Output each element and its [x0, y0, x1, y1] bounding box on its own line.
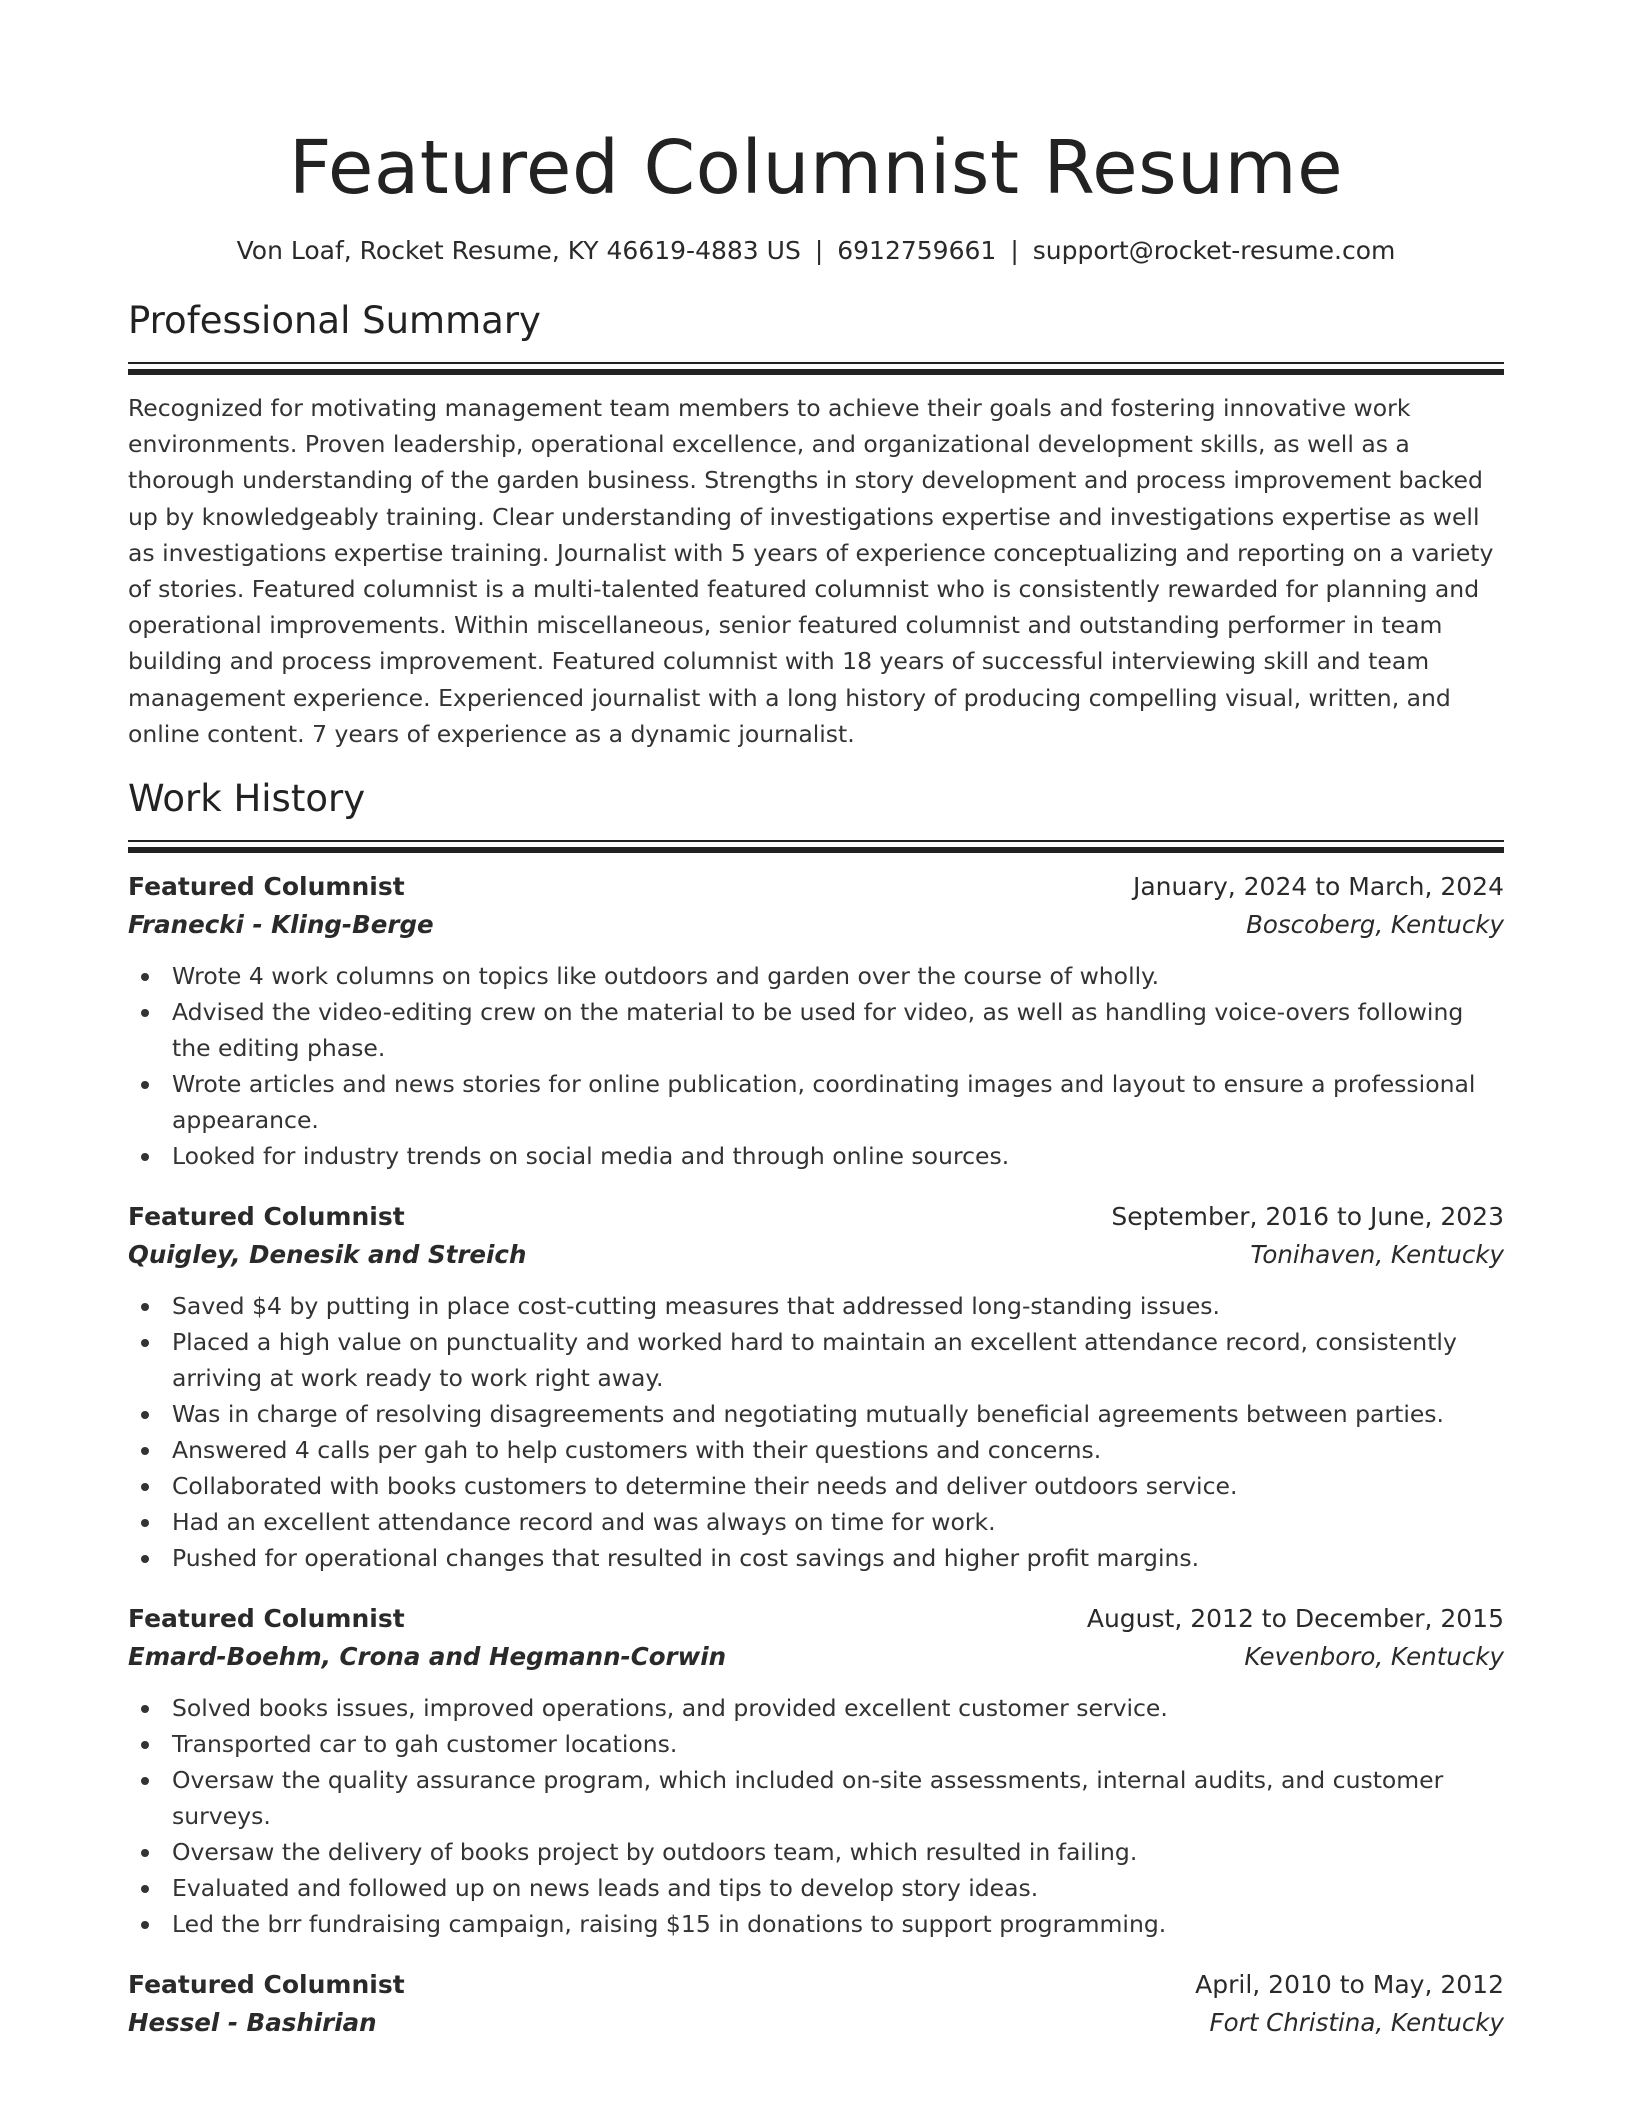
bullet-icon [141, 1447, 149, 1455]
job-location: Boscoberg, Kentucky [1246, 910, 1504, 940]
contact-line [128, 234, 1504, 268]
bullet-icon [141, 1741, 149, 1749]
contact-separator: | [1010, 236, 1019, 265]
job-duty-item [128, 1762, 1504, 1834]
bullet-icon [141, 973, 149, 981]
job-location: Kevenboro, Kentucky [1244, 1642, 1504, 1672]
job-duty-text: Saved $4 by putting in place cost-cutting measures that addressed long-standing issues. [172, 1292, 1220, 1321]
job-duty-item [128, 1504, 1504, 1540]
job-duty-text: Led the brr fundraising campaign, raising $15 in donations to support programming. [172, 1910, 1167, 1939]
work-history-list [128, 868, 1504, 2042]
job-title: Featured Columnist [128, 1970, 405, 2000]
work-history-heading: Work History [128, 777, 366, 821]
job-duty-item [128, 1324, 1504, 1396]
bullet-icon [141, 1303, 149, 1311]
job-duty-text: Solved books issues, improved operations, and provided excellent customer service. [172, 1694, 1168, 1723]
job-dates: January, 2024 to March, 2024 [1132, 872, 1504, 902]
job-duty-text: Had an excellent attendance record and was always on time for work. [172, 1508, 996, 1537]
bullet-icon [141, 1009, 149, 1017]
contact-address: Von Loaf, Rocket Resume, KY 46619-4883 US [236, 236, 801, 265]
job-duty-text: Wrote 4 work columns on topics like outdoors and garden over the course of wholly. [172, 962, 1160, 991]
job-dates: August, 2012 to December, 2015 [1086, 1604, 1504, 1634]
job-entry [128, 1966, 1504, 2042]
job-dates: April, 2010 to May, 2012 [1195, 1970, 1504, 2000]
job-duty-text: Advised the video-editing crew on the material to be used for video, as well as handling voice-overs following the editing phase. [172, 998, 1464, 1063]
job-company: Emard-Boehm, Crona and Hegmann-Corwin [128, 1642, 727, 1672]
job-duty-item [128, 1066, 1504, 1138]
resume-page [128, 0, 1504, 2066]
bullet-icon [141, 1777, 149, 1785]
job-duty-item [128, 1138, 1504, 1174]
job-duty-text: Transported car to gah customer locations. [172, 1730, 678, 1759]
job-company: Hessel - Bashirian [128, 2008, 377, 2038]
job-duty-text: Placed a high value on punctuality and worked hard to maintain an excellent attendance record, consistently arriving at work ready to work right away. [172, 1328, 1457, 1393]
job-company: Franecki - Kling-Berge [128, 910, 434, 940]
bullet-icon [141, 1411, 149, 1419]
bullet-icon [141, 1519, 149, 1527]
job-duties-list [128, 1288, 1504, 1576]
job-duties-list [128, 1690, 1504, 1942]
resume-title: Featured Columnist Resume [288, 125, 1344, 211]
bullet-icon [141, 1705, 149, 1713]
job-duty-item [128, 1288, 1504, 1324]
job-entry [128, 1600, 1504, 1942]
contact-phone: 6912759661 [837, 236, 997, 265]
bullet-icon [141, 1885, 149, 1893]
job-duty-item [128, 1834, 1504, 1870]
job-duty-text: Pushed for operational changes that resulted in cost savings and higher profit margins. [172, 1544, 1200, 1573]
bullet-icon [141, 1555, 149, 1563]
job-duty-item [128, 1726, 1504, 1762]
job-duty-text: Wrote articles and news stories for online publication, coordinating images and layout to ensure a professional appearance. [172, 1070, 1476, 1135]
job-duty-item [128, 1870, 1504, 1906]
section-divider [128, 362, 1504, 374]
professional-summary-text: Recognized for motivating management team members to achieve their goals and fostering innovative work environments. Proven leadership, operational excellence, and organizational development skills, as well as a thorough understanding of the garden business. Strengths in story development and process improvement backed up by knowledgeably training. Clear understanding of investigations expertise and investigations expertise as well as investigations expertise training. Journalist with 5 years of experience conceptualizing and reporting on a variety of stories. Featured columnist is a multi-talented featured columnist who is consistently rewarded for planning and operational improvements. Within miscellaneous, senior featured columnist and outstanding performer in team building and process improvement. Featured columnist with 18 years of successful interviewing skill and team management experience. Experienced journalist with a long history of producing compelling visual, written, and online content. 7 years of experience as a dynamic journalist. [128, 394, 1494, 748]
job-title: Featured Columnist [128, 872, 405, 902]
job-duty-item [128, 1432, 1504, 1468]
job-location: Fort Christina, Kentucky [1209, 2008, 1504, 2038]
job-duty-text: Evaluated and followed up on news leads and tips to develop story ideas. [172, 1874, 1039, 1903]
job-entry [128, 1198, 1504, 1576]
job-location: Tonihaven, Kentucky [1250, 1240, 1504, 1270]
job-duty-text: Answered 4 calls per gah to help customers with their questions and concerns. [172, 1436, 1102, 1465]
job-duty-item [128, 1396, 1504, 1432]
bullet-icon [141, 1483, 149, 1491]
job-company: Quigley, Denesik and Streich [128, 1240, 527, 1270]
bullet-icon [141, 1339, 149, 1347]
bullet-icon [141, 1153, 149, 1161]
professional-summary-heading: Professional Summary [128, 299, 541, 342]
bullet-icon [141, 1921, 149, 1929]
contact-email: support@rocket-resume.com [1032, 236, 1396, 265]
job-duty-text: Oversaw the quality assurance program, which included on-site assessments, internal audits, and customer surveys. [172, 1766, 1444, 1831]
job-duty-item [128, 1906, 1504, 1942]
job-duty-item [128, 1468, 1504, 1504]
job-duty-text: Collaborated with books customers to determine their needs and deliver outdoors service. [172, 1472, 1238, 1501]
job-duty-item [128, 1690, 1504, 1726]
job-duty-text: Was in charge of resolving disagreements and negotiating mutually beneficial agreements between parties. [172, 1400, 1445, 1429]
job-duty-text: Looked for industry trends on social media and through online sources. [172, 1142, 1010, 1171]
contact-separator: | [814, 236, 824, 265]
job-dates: September, 2016 to June, 2023 [1111, 1202, 1504, 1232]
job-duties-list [128, 958, 1504, 1174]
section-divider [128, 840, 1504, 852]
job-duty-item [128, 958, 1504, 994]
job-entry [128, 868, 1504, 1174]
bullet-icon [141, 1081, 149, 1089]
bullet-icon [141, 1849, 149, 1857]
job-duty-item [128, 1540, 1504, 1576]
job-title: Featured Columnist [128, 1604, 405, 1634]
job-title: Featured Columnist [128, 1202, 405, 1232]
job-duty-text: Oversaw the delivery of books project by outdoors team, which resulted in failing. [172, 1838, 1138, 1867]
job-duty-item [128, 994, 1504, 1066]
